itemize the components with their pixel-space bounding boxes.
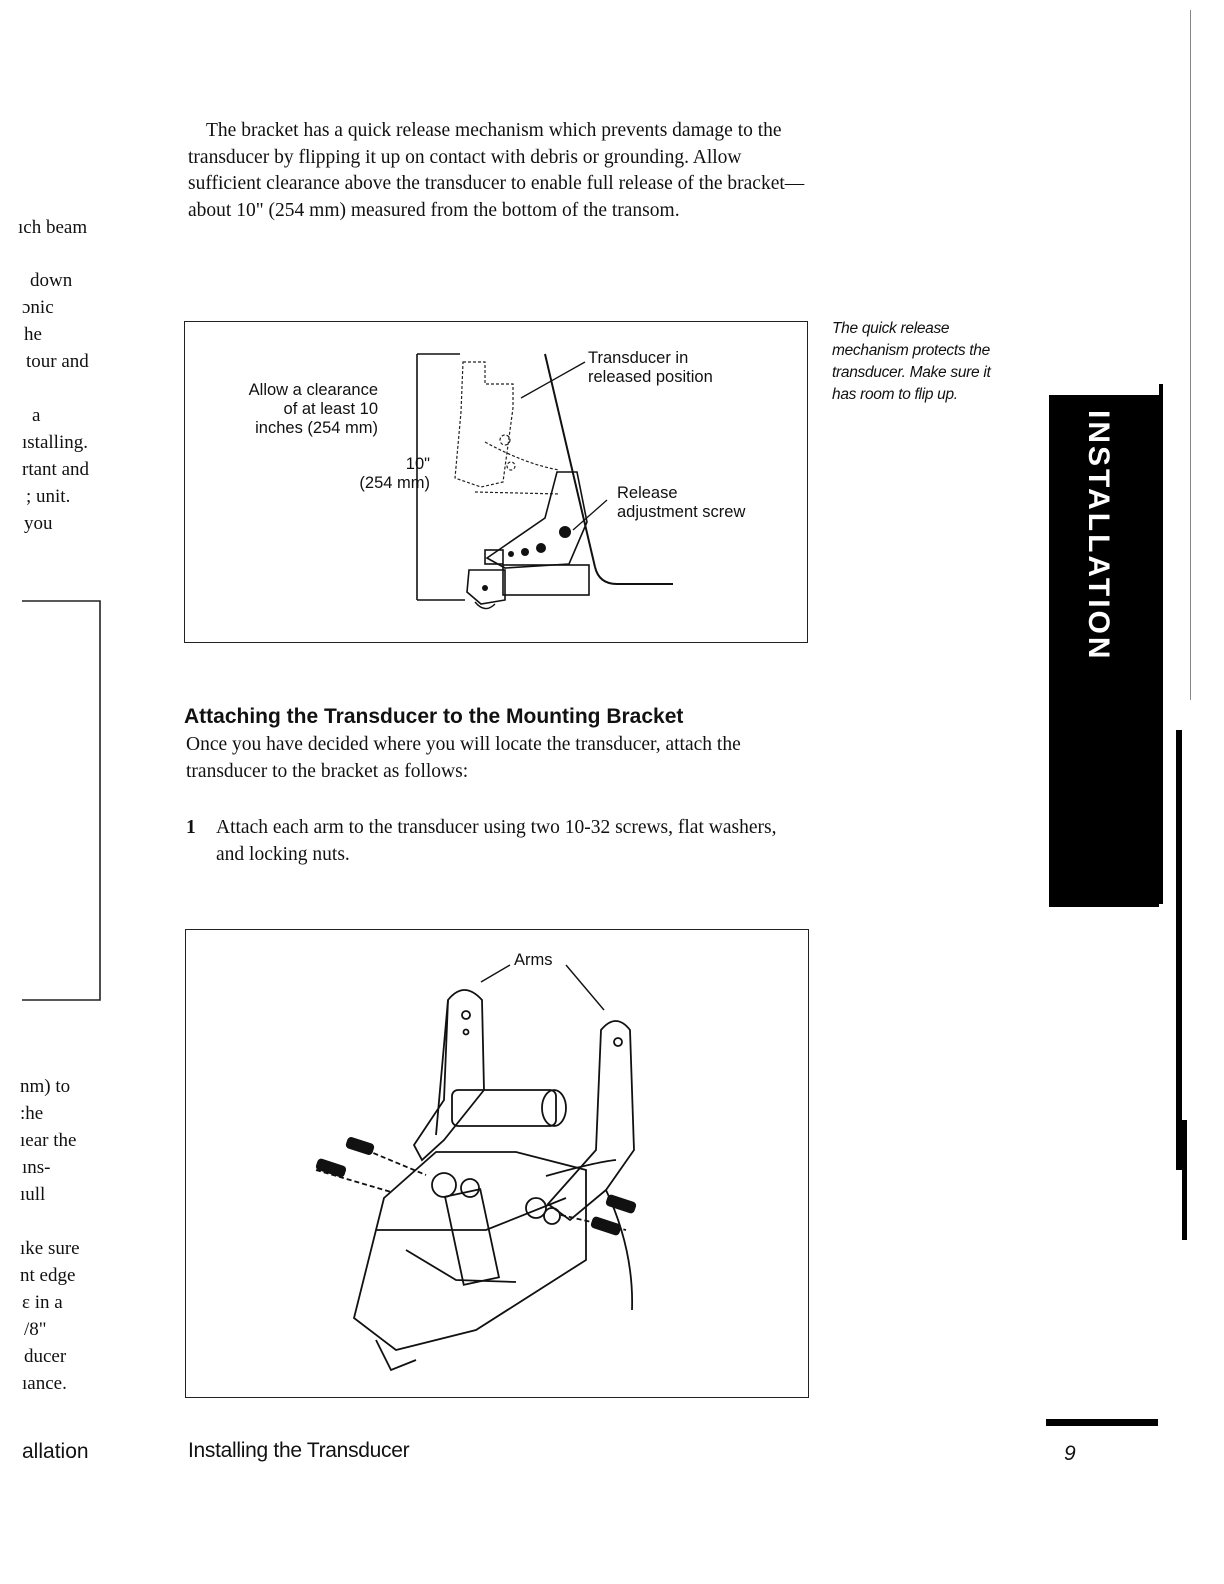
section-body: Once you have decided where you will locate the transducer, attach the transducer to the bracket as follows: — [186, 734, 741, 782]
left-fragment: ıke sure — [20, 1238, 80, 1259]
left-fragment: ducer — [24, 1346, 67, 1367]
left-fragment: a — [32, 405, 41, 426]
clearance-label-line1: Allow a clearance — [248, 381, 378, 399]
left-fragment: ıch beam — [18, 217, 88, 238]
page-edge-line — [1190, 10, 1191, 700]
step-number: 1 — [186, 817, 196, 838]
clearance-callout — [235, 381, 378, 438]
left-fragment: ıstalling. — [22, 432, 88, 453]
left-fragment: you — [24, 513, 53, 534]
released-label-line2: released position — [588, 368, 713, 386]
page-edge-mark — [1182, 1120, 1187, 1240]
footer-left-fragment: allation — [22, 1440, 89, 1463]
screw-label-line2: adjustment screw — [617, 503, 746, 521]
left-fragment: ɛ in a — [22, 1292, 63, 1313]
release-screw-callout — [617, 484, 745, 522]
released-label-line1: Transducer in — [588, 349, 689, 367]
bracket-illustration-2 — [186, 930, 808, 1397]
clearance-label-line3: inches (254 mm) — [255, 419, 378, 437]
section-tab-label: INSTALLATION — [1082, 410, 1115, 662]
dimension-line1: 10" — [405, 455, 430, 473]
dimension-callout — [345, 455, 430, 493]
dimension-line2: (254 mm) — [359, 474, 430, 492]
section-heading: Attaching the Transducer to the Mounting Bracket — [184, 705, 684, 728]
intro-text: The bracket has a quick release mechanism which prevents damage to the transducer by flipping it up on contact with debris or grounding. Allow sufficient clearance above the transducer to enable full release of the bracket—about 10" (254 mm) measured from the bottom of the transom. — [188, 120, 805, 221]
left-fragment: ıance. — [22, 1373, 67, 1394]
screw-label-line1: Release — [617, 484, 678, 502]
footer-title: Installing the Transducer — [188, 1439, 410, 1462]
tab-edge — [1159, 384, 1163, 904]
page-number: 9 — [1064, 1442, 1076, 1465]
footer-rule — [1046, 1419, 1158, 1426]
left-fragment: down — [30, 270, 73, 291]
left-fragment: /8" — [24, 1319, 47, 1340]
left-fragment: tour and — [26, 351, 89, 372]
figure-quick-release — [184, 321, 808, 643]
left-fragment: nm) to — [20, 1076, 71, 1097]
left-fragment: ıear the — [20, 1130, 77, 1151]
left-fragment: rtant and — [22, 459, 90, 480]
step-text: Attach each arm to the transducer using two 10-32 screws, flat washers, and locking nuts. — [216, 817, 777, 865]
left-fragment: ıns- — [22, 1157, 51, 1178]
bracket-illustration-1 — [185, 322, 807, 642]
intro-paragraph — [188, 118, 813, 224]
released-position-callout — [588, 349, 713, 387]
left-fragment: he — [24, 324, 42, 345]
left-fragment: nt edge — [20, 1265, 76, 1286]
figure-arms — [185, 929, 809, 1398]
side-note: The quick release mechanism protects the transducer. Make sure it has room to flip up. — [832, 320, 991, 403]
left-fragment: ıull — [20, 1184, 46, 1205]
page-edge-mark — [1176, 730, 1182, 1170]
left-fragment: ɔnic — [22, 297, 54, 318]
left-fragment: ; unit. — [26, 486, 71, 507]
step-item — [186, 815, 786, 868]
left-fragment: :he — [20, 1103, 44, 1124]
left-margin-frame — [0, 598, 110, 1004]
arms-label: Arms — [514, 951, 553, 969]
clearance-label-line2: of at least 10 — [283, 400, 378, 418]
